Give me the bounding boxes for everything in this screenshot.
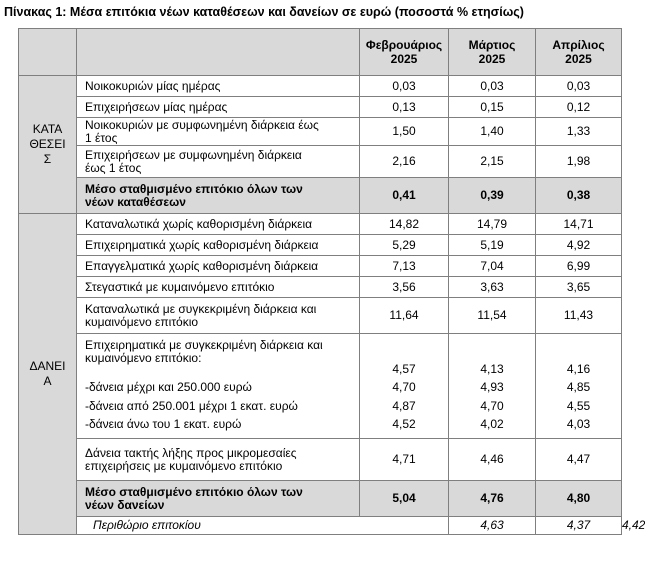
value-cell: 11,43: [536, 298, 622, 334]
row-label: -δάνεια μέχρι και 250.000 ευρώ: [77, 378, 360, 397]
value-cell: 4,52: [360, 416, 449, 439]
value-cell: 4,93: [449, 378, 536, 397]
row-label: Επιχειρήσεων μίας ημέρας: [77, 97, 360, 118]
header-label-cell: [77, 29, 360, 76]
value-cell: 0,03: [536, 76, 622, 97]
value-cell: 2,16: [360, 146, 449, 178]
row-label: -δάνεια από 250.001 μέχρι 1 εκατ. ευρώ: [77, 397, 360, 416]
table-row: [19, 97, 622, 118]
row-label: Επαγγελματικά χωρίς καθορισμένη διάρκεια: [77, 256, 360, 277]
row-label: Επιχειρήσεων με συμφωνημένη διάρκεια έως 1 έτος: [77, 146, 360, 178]
value-cell: 4,87: [360, 397, 449, 416]
value-cell: 4,71: [360, 439, 449, 481]
row-label: Καταναλωτικά με συγκεκριμένη διάρκεια και κυμαινόμενο επιτόκιο: [77, 298, 360, 334]
value-cell: 1,98: [536, 146, 622, 178]
loans-total-row: [19, 481, 622, 517]
value-cell: 3,56: [360, 277, 449, 298]
group-label-loans: ΔΑΝΕΙ Α: [19, 214, 77, 535]
column-header-march: Μάρτιος 2025: [449, 29, 536, 76]
table-row: [19, 76, 622, 97]
value-cell: 11,54: [449, 298, 536, 334]
interest-margin-row: Περιθώριο επιτοκίου 4,63 4,37 4,42: [19, 517, 622, 535]
table-caption: Πίνακας 1: Μέσα επιτόκια νέων καταθέσεων και δανείων σε ευρώ (ποσοστά % ετησίως): [4, 5, 524, 19]
value-cell: 4,80: [536, 481, 622, 517]
value-cell: 0,38: [536, 178, 622, 214]
value-cell: 4,63: [449, 517, 536, 535]
value-cell: 0,39: [449, 178, 536, 214]
value-cell: 4,70: [449, 397, 536, 416]
value-cell: 4,13: [449, 334, 536, 378]
value-cell: 2,15: [449, 146, 536, 178]
table-row: [19, 439, 622, 481]
table-row: [19, 378, 622, 397]
table-row: [19, 146, 622, 178]
table-row: [19, 118, 622, 146]
table-row: [19, 235, 622, 256]
table-row: [19, 298, 622, 334]
value-cell: 4,85: [536, 378, 622, 397]
value-cell: 4,76: [449, 481, 536, 517]
row-label: Επιχειρηματικά με συγκεκριμένη διάρκεια και κυμαινόμενο επιτόκιο:: [77, 334, 360, 378]
value-cell: 0,41: [360, 178, 449, 214]
row-label: Νοικοκυριών μίας ημέρας: [77, 76, 360, 97]
table-row: [19, 397, 622, 416]
value-cell: 4,57: [360, 334, 449, 378]
row-label: Δάνεια τακτής λήξης προς μικρομεσαίες επιχειρήσεις με κυμαινόμενο επιτόκιο: [77, 439, 360, 481]
value-cell: 4,16: [536, 334, 622, 378]
row-label: Στεγαστικά με κυμαινόμενο επιτόκιο: [77, 277, 360, 298]
row-label: -δάνεια άνω του 1 εκατ. ευρώ: [77, 416, 360, 439]
value-cell: 4,46: [449, 439, 536, 481]
value-cell: 4,03: [536, 416, 622, 439]
row-label: Καταναλωτικά χωρίς καθορισμένη διάρκεια: [77, 214, 360, 235]
value-cell: 0,03: [449, 76, 536, 97]
value-cell: 0,12: [536, 97, 622, 118]
value-cell: 3,63: [449, 277, 536, 298]
value-cell: 7,04: [449, 256, 536, 277]
row-label: Επιχειρηματικά χωρίς καθορισμένη διάρκεια: [77, 235, 360, 256]
value-cell: 1,40: [449, 118, 536, 146]
value-cell: 4,37: [536, 517, 622, 535]
value-cell: 4,70: [360, 378, 449, 397]
value-cell: 7,13: [360, 256, 449, 277]
value-cell: 1,33: [536, 118, 622, 146]
table-row: [19, 334, 622, 378]
value-cell: 14,79: [449, 214, 536, 235]
value-cell: 14,82: [360, 214, 449, 235]
group-label-deposits: ΚΑΤΑ ΘΕΣΕΙ Σ: [19, 76, 77, 214]
row-label: Μέσο σταθμισμένο επιτόκιο όλων των νέων δανείων: [77, 481, 360, 517]
row-label: Νοικοκυριών με συμφωνημένη διάρκεια έως 1 έτος: [77, 118, 360, 146]
row-label: Περιθώριο επιτοκίου: [77, 517, 449, 535]
value-cell: 5,04: [360, 481, 449, 517]
row-label: Μέσο σταθμισμένο επιτόκιο όλων των νέων καταθέσεων: [77, 178, 360, 214]
deposits-total-row: [19, 178, 622, 214]
value-cell: 0,03: [360, 76, 449, 97]
interest-rates-table: [18, 28, 645, 535]
table-row: [19, 277, 622, 298]
table-row: [19, 256, 622, 277]
value-cell: 5,19: [449, 235, 536, 256]
value-cell: 4,47: [536, 439, 622, 481]
value-cell: 6,99: [536, 256, 622, 277]
value-cell: 4,02: [449, 416, 536, 439]
value-cell: 14,71: [536, 214, 622, 235]
column-header-april: Απρίλιος 2025: [536, 29, 622, 76]
value-cell: 11,64: [360, 298, 449, 334]
value-cell: 3,65: [536, 277, 622, 298]
header-corner: [19, 29, 77, 76]
value-cell: 4,55: [536, 397, 622, 416]
value-cell: 4,92: [536, 235, 622, 256]
table-row: [19, 416, 622, 439]
header-row: [19, 29, 622, 76]
table-row: [19, 214, 622, 235]
column-header-february: Φεβρουάριος 2025: [360, 29, 449, 76]
value-cell: 0,15: [449, 97, 536, 118]
value-cell: 5,29: [360, 235, 449, 256]
value-cell: 1,50: [360, 118, 449, 146]
value-cell: 0,13: [360, 97, 449, 118]
